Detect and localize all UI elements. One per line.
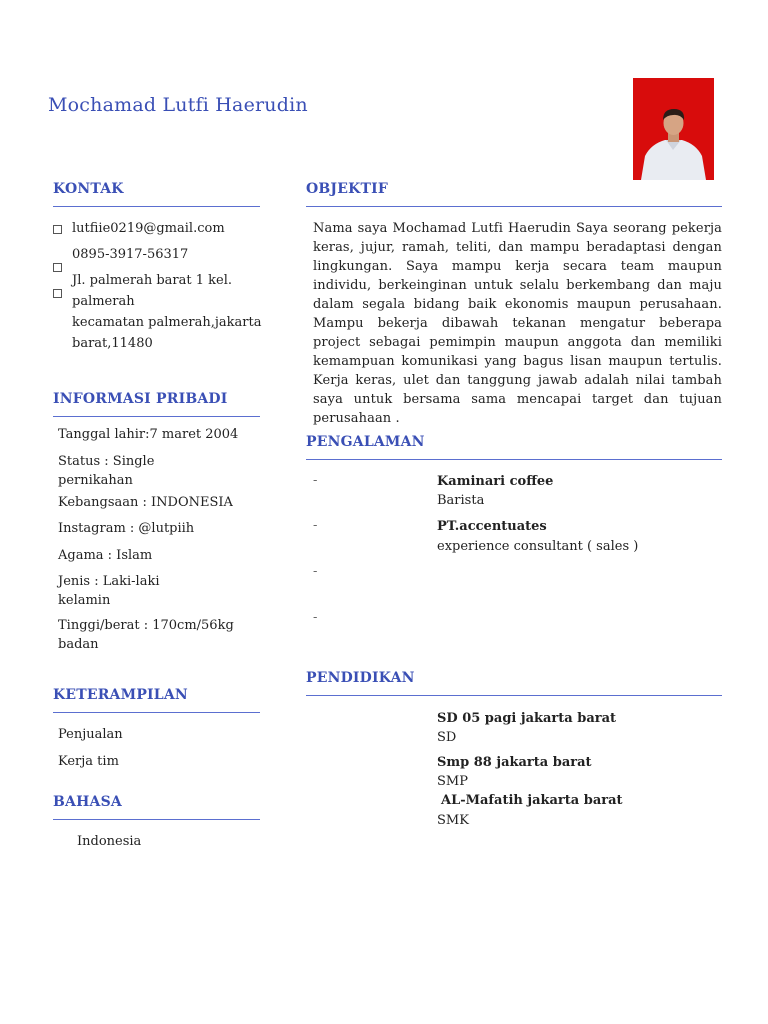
skill-item: Kerja tim	[58, 754, 119, 769]
info-tinggi-berat-cont: badan	[58, 637, 99, 652]
education-school: Smp 88 jakarta barat	[437, 755, 592, 770]
candidate-name: Mochamad Lutfi Haerudin	[48, 94, 308, 116]
info-instagram: Instagram : @lutpiih	[58, 521, 195, 536]
info-tanggal-lahir: Tanggal lahir:7 maret 2004	[58, 427, 239, 442]
experience-company: PT.accentuates	[437, 519, 547, 534]
section-title-bahasa: BAHASA	[53, 794, 122, 810]
contact-address-line: palmerah	[72, 294, 135, 309]
section-divider	[53, 819, 260, 820]
address-checkbox-icon	[53, 289, 62, 298]
section-divider	[306, 459, 722, 460]
info-kebangsaan: Kebangsaan : INDONESIA	[58, 495, 233, 510]
phone-checkbox-icon	[53, 263, 62, 272]
section-title-pengalaman: PENGALAMAN	[306, 434, 425, 450]
section-title-objektif: OBJEKTIF	[306, 181, 388, 197]
section-title-keterampilan: KETERAMPILAN	[53, 687, 188, 703]
education-level: SMP	[437, 774, 468, 789]
section-divider	[306, 206, 722, 207]
education-school: AL-Mafatih jakarta barat	[441, 793, 623, 808]
info-tinggi-berat: Tinggi/berat : 170cm/56kg	[58, 618, 234, 633]
skill-item: Penjualan	[58, 727, 123, 742]
experience-bullet: -	[313, 473, 318, 488]
info-jenis-kelamin: Jenis : Laki-laki	[58, 574, 160, 589]
experience-bullet: -	[313, 518, 318, 533]
objective-paragraph: Nama saya Mochamad Lutfi Haerudin Saya seorang pekerja keras, jujur, ramah, teliti, dan mampu beradaptasi dengan lingkungan. Saya mampu kerja secara team maupun individu, berkeinginan untuk selalu berkembang dan maju dalam segala bidang baik ekonomis maupun perusahaan. Mampu bekerja dibawah tekanan mengatur beberapa project sebagai pemimpin maupun anggota dan memiliki kemampuan komunikasi yang bagus lisan maupun tertulis. Kerja keras, ulet dan tanggung jawab adalah nilai tambah saya untuk bersama sama mencapai target dan tujuan perusahaan .	[313, 221, 722, 426]
info-jenis-kelamin-cont: kelamin	[58, 593, 111, 608]
section-divider	[306, 695, 722, 696]
info-status-cont: pernikahan	[58, 473, 133, 488]
contact-email: lutfiie0219@gmail.com	[72, 221, 225, 236]
section-divider	[53, 416, 260, 417]
section-divider	[53, 712, 260, 713]
email-checkbox-icon	[53, 225, 62, 234]
experience-role: experience consultant ( sales )	[437, 539, 639, 554]
experience-role: Barista	[437, 493, 485, 508]
section-title-informasi-pribadi: INFORMASI PRIBADI	[53, 391, 228, 407]
experience-bullet: -	[313, 564, 318, 579]
education-level: SMK	[437, 813, 469, 828]
profile-photo-illustration	[633, 78, 714, 180]
language-item: Indonesia	[77, 834, 142, 849]
experience-bullet: -	[313, 610, 318, 625]
contact-phone: 0895-3917-56317	[72, 247, 189, 262]
section-title-kontak: KONTAK	[53, 181, 124, 197]
section-divider	[53, 206, 260, 207]
contact-address-line: kecamatan palmerah,jakarta	[72, 315, 262, 330]
section-title-pendidikan: PENDIDIKAN	[306, 670, 415, 686]
profile-photo	[633, 78, 714, 180]
education-school: SD 05 pagi jakarta barat	[437, 711, 617, 726]
education-level: SD	[437, 730, 457, 745]
contact-address-line: Jl. palmerah barat 1 kel.	[72, 273, 233, 288]
info-status: Status : Single	[58, 454, 155, 469]
experience-company: Kaminari coffee	[437, 474, 554, 489]
contact-address-line: barat,11480	[72, 336, 153, 351]
info-agama: Agama : Islam	[58, 548, 153, 563]
